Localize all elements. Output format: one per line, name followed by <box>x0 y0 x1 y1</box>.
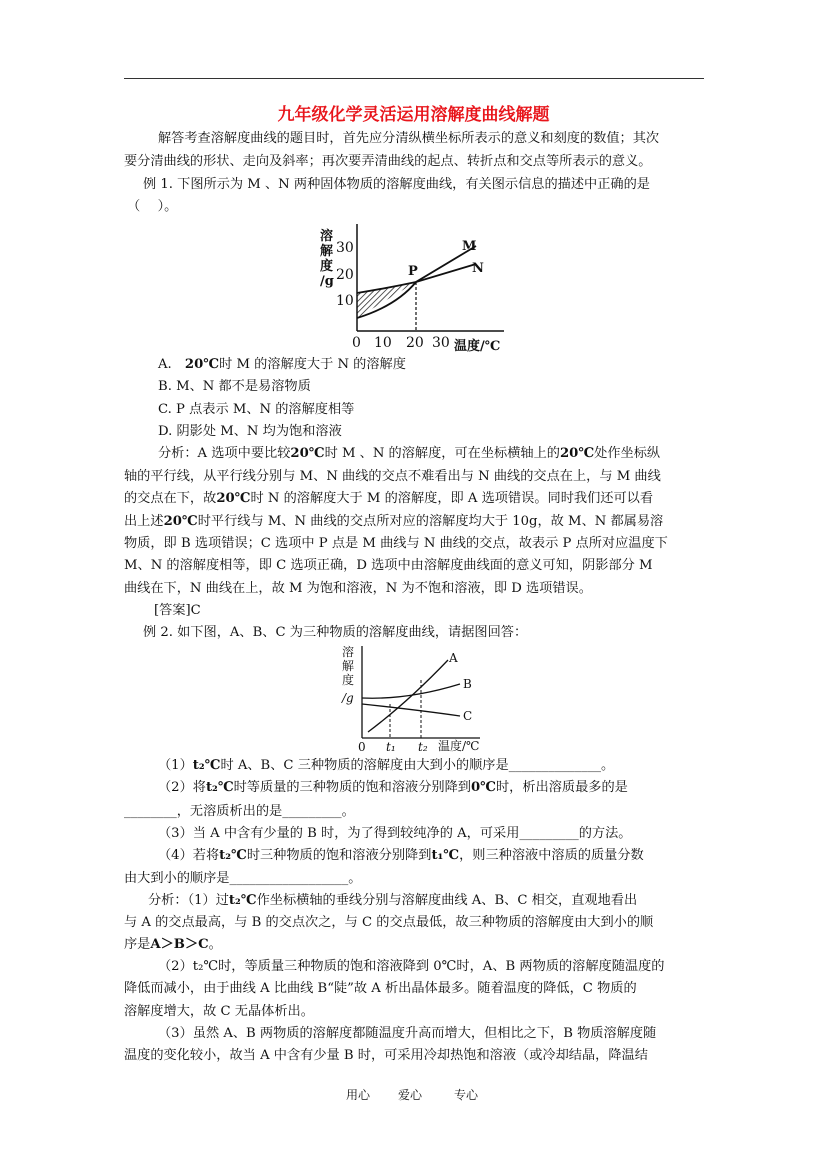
example-1-line: 例 1. 下图所示为 M 、N 两种固体物质的溶解度曲线，有关图示信息的描述中正确的是 <box>143 177 650 192</box>
analysis-1-line-2: 轴的平行线，从平行线分别与 M、N 曲线的交点不难看出与 N 曲线的交点在上，与 M 曲线 <box>124 469 661 484</box>
question-4-line-1: （4）若将t₂℃时三种物质的饱和溶液分别降到t₁℃，则三种溶液中溶质的质量分数 <box>158 848 644 863</box>
fig1-xtick-0: 0 <box>352 335 361 351</box>
analysis-1-line-7: 曲线在下，N 曲线在上，故 M 为饱和溶液，N 为不饱和溶液，即 D 选项错误。 <box>124 581 592 596</box>
option-a: A. 20℃时 M 的溶解度大于 N 的溶解度 <box>158 357 406 372</box>
analysis-1-line-1: 分析：A 选项中要比较20℃时 M 、N 的溶解度，可在坐标横轴上的20℃处作坐标纵 <box>158 446 661 461</box>
question-1: （1）t₂℃时 A、B、C 三种物质的溶解度由大到小的顺序是______________。 <box>158 758 615 773</box>
fig1-xtick-10: 10 <box>374 335 392 351</box>
fig2-ylabel-3: 度 <box>342 673 355 687</box>
question-4-line-2: 由大到小的顺序是__________________。 <box>124 871 362 886</box>
footer-text-1: 用心 <box>346 1088 371 1102</box>
analysis-2-line-1: 分析：（1）过t₂℃作坐标横轴的垂线分别与溶解度曲线 A、B、C 相交，直观地看出 <box>148 893 638 908</box>
fig1-ytick-30: 30 <box>336 240 354 256</box>
fig1-xlabel: 温度/℃ <box>454 339 501 352</box>
option-d: D. 阴影处 M、N 均为饱和溶液 <box>158 424 342 439</box>
fig1-label-p: P <box>408 264 418 279</box>
analysis-1-line-3: 的交点在下，故20℃时 N 的溶解度大于 M 的溶解度，即 A 选项错误。同时我们还可以看 <box>124 491 654 506</box>
option-c: C. P 点表示 M、N 的溶解度相等 <box>158 402 355 417</box>
page-title: 九年级化学灵活运用溶解度曲线解题 <box>277 105 550 125</box>
fig2-xtick-t1: t₁ <box>386 740 396 754</box>
analysis-2-line-4: （2）t₂℃时，等质量三种物质的饱和溶液降到 0℃时，A、B 两物质的溶解度随温度的 <box>158 959 665 974</box>
fig1-ylabel-1: 溶 <box>320 229 334 244</box>
option-b: B. M、N 都不是易溶物质 <box>158 379 311 394</box>
analysis-2-line-7: （3）虽然 A、B 两物质的溶解度都随温度升高而增大，但相比之下，B 物质溶解度随 <box>158 1026 657 1041</box>
fig2-ylabel-4: /g <box>342 691 354 705</box>
figure-2-solubility-chart <box>338 642 488 754</box>
fig1-label-n: N <box>472 261 484 276</box>
example-1-bracket: （ ）。 <box>127 199 178 214</box>
question-3-blank: _________ <box>519 826 579 841</box>
analysis-2-line-3: 序是A＞B＞C。 <box>124 937 222 952</box>
fig2-curve-c <box>362 704 460 716</box>
analysis-1-line-5: 物质，即 B 选项错误；C 选项中 P 点是 M 曲线与 N 曲线的交点，故表示 P 点所对应温度下 <box>124 536 668 551</box>
fig1-ytick-10: 10 <box>336 293 354 309</box>
fig2-label-b: B <box>463 677 472 691</box>
fig2-xlabel: 温度/℃ <box>438 739 480 753</box>
example-2-line: 例 2. 如下图，A、B、C 为三种物质的溶解度曲线，请据图回答： <box>143 625 528 640</box>
fig2-label-a: A <box>449 651 458 665</box>
analysis-1-line-6: M、N 的溶解度相等，即 C 选项正确，D 选项中由溶解度曲线面的意义可知，阴影部分 M <box>124 558 653 573</box>
fig1-ylabel-3: 度 <box>320 259 334 274</box>
analysis-2-line-6: 溶解度增大，故 C 无晶体析出。 <box>124 1004 314 1019</box>
fig1-ylabel-4: /g <box>320 274 334 289</box>
header-rule <box>124 78 704 79</box>
question-3: （3）当 A 中含有少量的 B 时，为了得到较纯净的 A，可采用_________的方法。 <box>158 826 632 841</box>
fig2-label-c: C <box>463 709 473 723</box>
question-1-blank: ______________ <box>508 758 601 773</box>
fig2-xtick-0: 0 <box>358 740 366 754</box>
question-2-blank-2: _________ <box>282 804 342 819</box>
analysis-2-line-8: 温度的变化较小，故当 A 中含有少量 B 时，可采用冷却热饱和溶液（或冷却结晶，降温结 <box>124 1048 648 1063</box>
intro-line-2: 要分清曲线的形状、走向及斜率；再次要弄清曲线的起点、转折点和交点等所表示的意义。 <box>124 154 652 169</box>
analysis-2-line-2: 与 A 的交点最高，与 B 的交点次之，与 C 的交点最低，故三种物质的溶解度由大到小的顺 <box>124 915 654 930</box>
question-2-blank-1: ________ <box>124 804 177 819</box>
fig2-xtick-t2: t₂ <box>418 740 428 754</box>
question-2-line-2: ________，无溶质析出的是_________。 <box>124 804 355 819</box>
figure-1-solubility-chart <box>316 218 512 352</box>
intro-line-1: 解答考查溶解度曲线的题目时，首先应分清纵横坐标所表示的意义和刻度的数值；其次 <box>158 131 660 146</box>
footer-text-3: 专心 <box>454 1088 479 1102</box>
fig1-xtick-20: 20 <box>406 335 424 351</box>
question-4-blank: __________________ <box>229 871 349 886</box>
fig1-ytick-20: 20 <box>336 267 354 283</box>
fig2-ylabel-2: 解 <box>342 659 355 673</box>
fig2-ylabel-1: 溶 <box>342 645 355 659</box>
question-2-line-1: （2）将t₂℃时等质量的三种物质的饱和溶液分别降到0℃时，析出溶质最多的是 <box>158 780 628 795</box>
fig1-ylabel-2: 解 <box>320 244 334 259</box>
fig1-label-m: M <box>462 239 477 254</box>
analysis-2-line-5: 降低而减小，由于曲线 A 比曲线 B“陡”故 A 析出晶体最多。随着温度的降低，C 物质的 <box>124 981 637 996</box>
footer-text-2: 爱心 <box>398 1088 423 1102</box>
fig1-xtick-30: 30 <box>432 335 450 351</box>
analysis-1-line-4: 出上述20℃时平行线与 M、N 曲线的交点所对应的溶解度均大于 10g，故 M、N 都属易溶 <box>124 514 664 529</box>
answer-1: [答案]C <box>154 603 201 618</box>
